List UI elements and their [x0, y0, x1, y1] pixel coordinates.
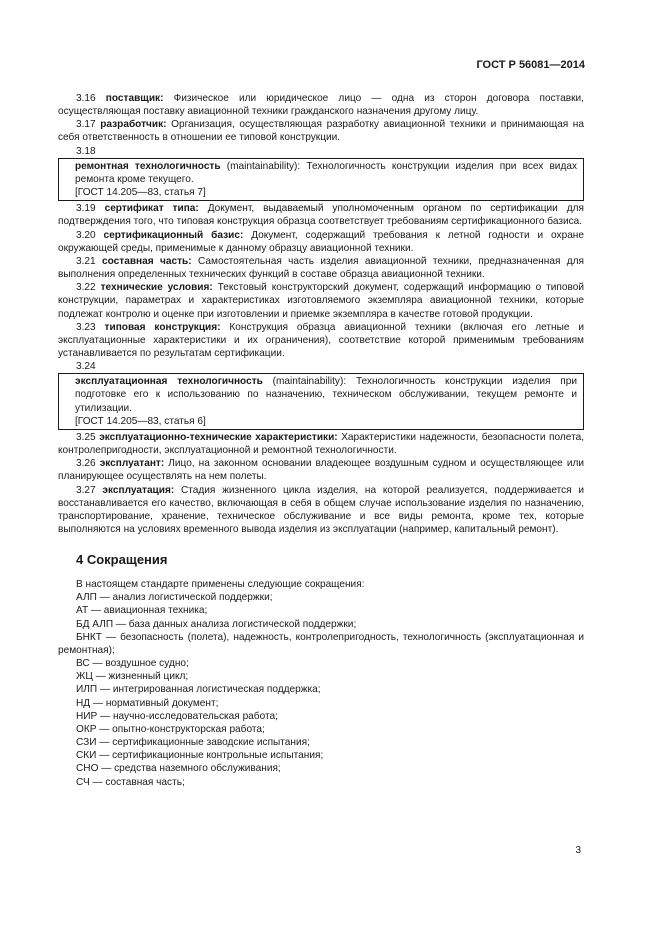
list-item: НД — нормативный документ;: [76, 697, 219, 709]
term-3-26: 3.26 эксплуатант: Лицо, на законном основании владеющее воздушным судном и осуществляющее или планирующее осуществлять на нем полеты.: [58, 458, 584, 483]
list-item: БНКТ — безопасность (полета), надежность, контролепригодность, технологичность (эксплуатационная и ремонтная);: [58, 631, 584, 656]
term-name: эксплуатация:: [102, 484, 175, 496]
term-name: эксплуатант:: [99, 458, 165, 470]
section-heading-abbreviations: 4 Сокращения: [76, 552, 168, 568]
list-item: НИР — научно-исследовательская работа;: [76, 710, 278, 722]
list-item: СЗИ — сертификационные заводские испытания;: [76, 737, 310, 749]
term-definition: Документ, выдаваемый уполномоченным органом по сертификации для подтверждения того, что типовая конструкция образца соответствует требованиям сертификационного базиса.: [58, 203, 584, 228]
page-number: 3: [575, 845, 581, 856]
list-item: СНО — средства наземного обслуживания;: [76, 763, 281, 775]
term-source-reference: [ГОСТ 14.205—83, статья 7]: [75, 187, 206, 199]
term-3-21: 3.21 составная часть: Самостоятельная часть изделия авиационной техники, предназначенная для выполнения определенных технических функций в составе образца авиационной техники.: [58, 255, 585, 281]
list-item: ЖЦ — жизненный цикл;: [76, 671, 189, 683]
list-item: АТ — авиационная техника;: [76, 605, 208, 617]
term-definition: Самостоятельная часть изделия авиационной техники, предназначенная для выполнения определенных технических функций в составе образца авиационной техники.: [58, 255, 585, 281]
term-3-27: 3.27 эксплуатация: Стадия жизненного цикла изделия, на которой реализуется, поддерживается и восстанавливается его качество, включающая в себя в общем случае использование изделия по назначению, транспортирование, хранение, техническое обслуживание и все виды ремонта, кроме тех, которые выполняются на условиях временного вывода изделия из эксплуатации (например, капитальный ремонт).: [58, 484, 585, 535]
term-3-18-number: 3.18: [76, 145, 96, 157]
term-3-24-number: 3.24: [76, 361, 96, 373]
term-3-20: 3.20 сертификационный базис: Документ, содержащий требования к летной годности и охране окружающей среды, применимые к данному образцу авиационной техники.: [58, 229, 584, 254]
term-name: технические условия:: [100, 282, 213, 294]
list-item: АЛП — анализ логистической поддержки;: [76, 592, 273, 604]
term-definition: (maintainability): Технологичность конструкции изделия при всех видах ремонта кроме текущего.: [75, 160, 577, 185]
term-3-25: 3.25 эксплуатационно-технические характеристики: Характеристики надежности, безопасности полета, контролепригодности, эксплуатационной и ремонтной технологичности.: [58, 431, 584, 457]
list-item: ИЛП — интегрированная логистическая поддержка;: [76, 684, 321, 696]
term-source-reference: [ГОСТ 14.205—83, статья 6]: [75, 415, 206, 427]
boxed-term-3-18: [58, 158, 584, 201]
term-definition: Физическое или юридическое лицо — одна из сторон договора поставки, осуществляющая поставку авиационной техники гражданского назначения другому лицу.: [58, 93, 584, 118]
abbreviations-list: [58, 591, 584, 788]
term-3-23: 3.23 типовая конструкция: Конструкция образца авиационной техники (включая его летные и эксплуатационные характеристики и их ограничения), соответствие которой применимым требованиям устанавливается по результатам сертификации.: [58, 321, 585, 359]
term-definition: Лицо, на законном основании владеющее воздушным судном и осуществляющее или планирующее осуществлять на нем полеты.: [58, 458, 584, 483]
list-item: ОКР — опытно-конструкторская работа;: [76, 723, 265, 735]
term-definition: Организация, осуществляющая разработку авиационной техники и принимающая на себя ответственность в отношении ее типовой конструкции.: [58, 119, 584, 144]
term-definition: Документ, содержащий требования к летной годности и охране окружающей среды, применимые к данному образцу авиационной техники.: [58, 229, 584, 254]
term-definition: Конструкция образца авиационной техники (включая его летные и эксплуатационные характеристики и их ограничения), соответствие которой применимым требованиям устанавливается по результатам сертификации.: [58, 321, 585, 359]
term-3-16: 3.16 поставщик: Физическое или юридическое лицо — одна из сторон договора поставки, осуществляющая поставку авиационной техники гражданского назначения другому лицу.: [58, 93, 584, 118]
list-item: ВС — воздушное судно;: [76, 658, 189, 670]
list-item: СЧ — составная часть;: [76, 776, 185, 788]
term-definition: (maintainability): Технологичность конструкции изделия при подготовке его к использованию по назначению, техническом обслуживании, текущем ремонте и утилизации.: [75, 376, 577, 414]
term-name: поставщик:: [105, 93, 164, 104]
list-item: СКИ — сертификационные контрольные испытания;: [76, 750, 324, 762]
list-item: БД АЛП — база данных анализа логистической поддержки;: [76, 618, 357, 630]
term-name: эксплуатационно-технические характеристики:: [99, 431, 338, 443]
term-name: ремонтная технологичность: [75, 160, 221, 172]
term-name: составная часть:: [102, 255, 192, 267]
term-name: разработчик:: [100, 119, 167, 131]
term-3-22: 3.22 технические условия: Текстовый конструкторский документ, содержащий информацию о типовой конструкции, параметрах и характеристиках изготовляемого экземпляра авиационной техники, которые подлежат контролю и оценке при изготовлении и приемке экземпляра в качестве готовой продукции.: [58, 282, 584, 320]
document-code-header: ГОСТ Р 56081—2014: [476, 59, 585, 71]
term-name: типовая конструкция:: [104, 321, 221, 333]
term-name: сертификационный базис:: [103, 229, 244, 241]
term-3-19: 3.19 сертификат типа: Документ, выдаваемый уполномоченным органом по сертификации для подтверждения того, что типовая конструкция образца соответствует требованиям сертификационного базиса.: [58, 203, 584, 228]
term-3-17: 3.17 разработчик: Организация, осуществляющая разработку авиационной техники и принимающая на себя ответственность в отношении ее типовой конструкции.: [58, 119, 584, 144]
term-name: сертификат типа:: [104, 203, 199, 215]
term-definition: Текстовый конструкторский документ, содержащий информацию о типовой конструкции, параметрах и характеристиках изготовляемого экземпляра авиационной техники, которые подлежат контролю и оценке при изготовлении и приемке экземпляра в качестве готовой продукции.: [58, 282, 584, 320]
abbreviations-intro: В настоящем стандарте применены следующие сокращения:: [76, 579, 365, 591]
boxed-term-3-24: [58, 373, 584, 430]
term-definition: Стадия жизненного цикла изделия, на которой реализуется, поддерживается и восстанавливается его качество, включающая в себя в общем случае использование изделия по назначению, транспортирование, хранение, техническое обслуживание и все виды ремонта, кроме тех, которые выполняются на условиях временного вывода изделия из эксплуатации (например, капитальный ремонт).: [58, 484, 585, 535]
term-name: эксплуатационная технологичность: [75, 376, 263, 388]
term-definition: Характеристики надежности, безопасности полета, контролепригодности, эксплуатационной и ремонтной технологичности.: [58, 431, 584, 457]
page-content: [58, 92, 584, 789]
